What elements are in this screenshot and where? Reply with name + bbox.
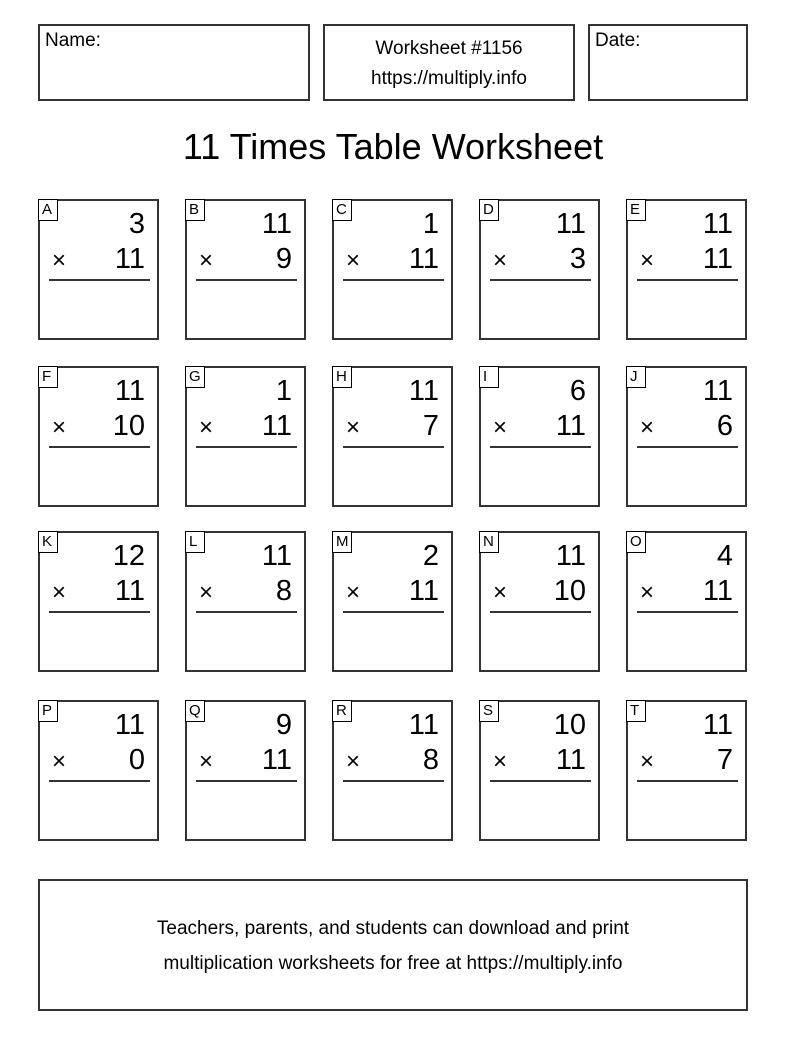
problem-card[interactable]	[479, 366, 600, 507]
answer-line	[196, 446, 297, 448]
multiplicand: 11	[702, 208, 733, 240]
multiplicand: 11	[261, 208, 292, 240]
problem-letter: A	[38, 199, 58, 221]
multiplicand: 11	[408, 709, 439, 741]
multiplicand: 11	[114, 709, 145, 741]
times-sign: ×	[199, 247, 214, 274]
multiplier: 3	[569, 243, 586, 275]
answer-line	[49, 780, 150, 782]
answer-line	[490, 780, 591, 782]
problem-letter: N	[479, 531, 499, 553]
answer-line	[49, 611, 150, 613]
times-sign: ×	[199, 414, 214, 441]
multiplicand: 6	[569, 375, 586, 407]
times-sign: ×	[346, 579, 361, 606]
problem-letter: K	[38, 531, 58, 553]
answer-line	[49, 279, 150, 281]
times-sign: ×	[52, 579, 67, 606]
problem-card[interactable]	[626, 531, 747, 672]
multiplicand: 12	[112, 540, 145, 572]
multiplier: 10	[112, 410, 145, 442]
multiplier: 11	[702, 243, 733, 275]
answer-line	[343, 780, 444, 782]
problem-card[interactable]	[332, 700, 453, 841]
problem-card[interactable]	[185, 366, 306, 507]
problem-card[interactable]	[626, 199, 747, 340]
answer-line	[196, 279, 297, 281]
worksheet-number: Worksheet #1156	[375, 38, 523, 59]
footer-box	[38, 879, 748, 1011]
times-sign: ×	[640, 748, 655, 775]
times-sign: ×	[640, 579, 655, 606]
times-sign: ×	[346, 748, 361, 775]
multiplier: 11	[408, 243, 439, 275]
multiplicand: 1	[422, 208, 439, 240]
worksheet-url: https://multiply.info	[371, 68, 527, 89]
problem-card[interactable]	[38, 199, 159, 340]
answer-line	[196, 780, 297, 782]
multiplicand: 10	[553, 709, 586, 741]
answer-line	[490, 279, 591, 281]
times-sign: ×	[493, 579, 508, 606]
problem-letter: L	[185, 531, 205, 553]
times-sign: ×	[493, 247, 508, 274]
problem-letter: E	[626, 199, 646, 221]
multiplier: 9	[275, 243, 292, 275]
multiplicand: 11	[114, 375, 145, 407]
problem-card[interactable]	[38, 366, 159, 507]
times-sign: ×	[493, 748, 508, 775]
multiplicand: 11	[555, 540, 586, 572]
problem-card[interactable]	[185, 199, 306, 340]
problem-card[interactable]	[479, 531, 600, 672]
problem-card[interactable]	[626, 700, 747, 841]
times-sign: ×	[52, 414, 67, 441]
multiplier: 11	[261, 744, 292, 776]
multiplicand: 11	[702, 709, 733, 741]
problem-card[interactable]	[38, 531, 159, 672]
name-label: Name:	[45, 30, 101, 51]
footer-line-2: multiplication worksheets for free at https://multiply.info	[163, 953, 623, 974]
problem-card[interactable]	[332, 199, 453, 340]
problem-letter: T	[626, 700, 646, 722]
answer-line	[343, 279, 444, 281]
problem-letter: F	[38, 366, 58, 388]
answer-line	[637, 446, 738, 448]
multiplicand: 11	[555, 208, 586, 240]
multiplier: 0	[128, 744, 145, 776]
problem-letter: C	[332, 199, 352, 221]
problem-letter: B	[185, 199, 205, 221]
multiplier: 11	[555, 744, 586, 776]
times-sign: ×	[346, 247, 361, 274]
problem-letter: O	[626, 531, 646, 553]
times-sign: ×	[199, 748, 214, 775]
problem-letter: S	[479, 700, 499, 722]
problem-letter: D	[479, 199, 499, 221]
multiplier: 7	[716, 744, 733, 776]
multiplier: 8	[275, 575, 292, 607]
answer-line	[343, 611, 444, 613]
times-sign: ×	[640, 247, 655, 274]
multiplier: 8	[422, 744, 439, 776]
problem-card[interactable]	[38, 700, 159, 841]
multiplicand: 2	[422, 540, 439, 572]
multiplier: 11	[702, 575, 733, 607]
date-label: Date:	[595, 30, 641, 51]
problem-card[interactable]	[185, 700, 306, 841]
problem-letter: I	[479, 366, 499, 388]
answer-line	[637, 279, 738, 281]
multiplier: 11	[114, 575, 145, 607]
times-sign: ×	[346, 414, 361, 441]
answer-line	[490, 446, 591, 448]
multiplier: 6	[716, 410, 733, 442]
answer-line	[49, 446, 150, 448]
problem-card[interactable]	[479, 700, 600, 841]
answer-line	[637, 780, 738, 782]
multiplicand: 1	[275, 375, 292, 407]
answer-line	[343, 446, 444, 448]
problem-letter: Q	[185, 700, 205, 722]
problem-letter: R	[332, 700, 352, 722]
multiplicand: 4	[716, 540, 733, 572]
problem-card[interactable]	[479, 199, 600, 340]
multiplicand: 9	[275, 709, 292, 741]
footer-line-1: Teachers, parents, and students can download and print	[156, 918, 630, 939]
multiplier: 11	[114, 243, 145, 275]
multiplicand: 11	[702, 375, 733, 407]
problem-letter: G	[185, 366, 205, 388]
problem-letter: J	[626, 366, 646, 388]
multiplicand: 11	[408, 375, 439, 407]
problem-letter: P	[38, 700, 58, 722]
multiplier: 11	[261, 410, 292, 442]
times-sign: ×	[52, 247, 67, 274]
multiplier: 11	[555, 410, 586, 442]
multiplicand: 3	[128, 208, 145, 240]
times-sign: ×	[493, 414, 508, 441]
problem-letter: M	[332, 531, 352, 553]
multiplier: 7	[422, 410, 439, 442]
problem-card[interactable]	[626, 366, 747, 507]
multiplier: 11	[408, 575, 439, 607]
problem-letter: H	[332, 366, 352, 388]
times-sign: ×	[52, 748, 67, 775]
times-sign: ×	[640, 414, 655, 441]
problem-card[interactable]	[332, 366, 453, 507]
answer-line	[490, 611, 591, 613]
answer-line	[196, 611, 297, 613]
multiplicand: 11	[261, 540, 292, 572]
times-sign: ×	[199, 579, 214, 606]
page-title: 11 Times Table Worksheet	[182, 126, 604, 167]
answer-line	[637, 611, 738, 613]
multiplier: 10	[553, 575, 586, 607]
problem-card[interactable]	[332, 531, 453, 672]
problem-card[interactable]	[185, 531, 306, 672]
